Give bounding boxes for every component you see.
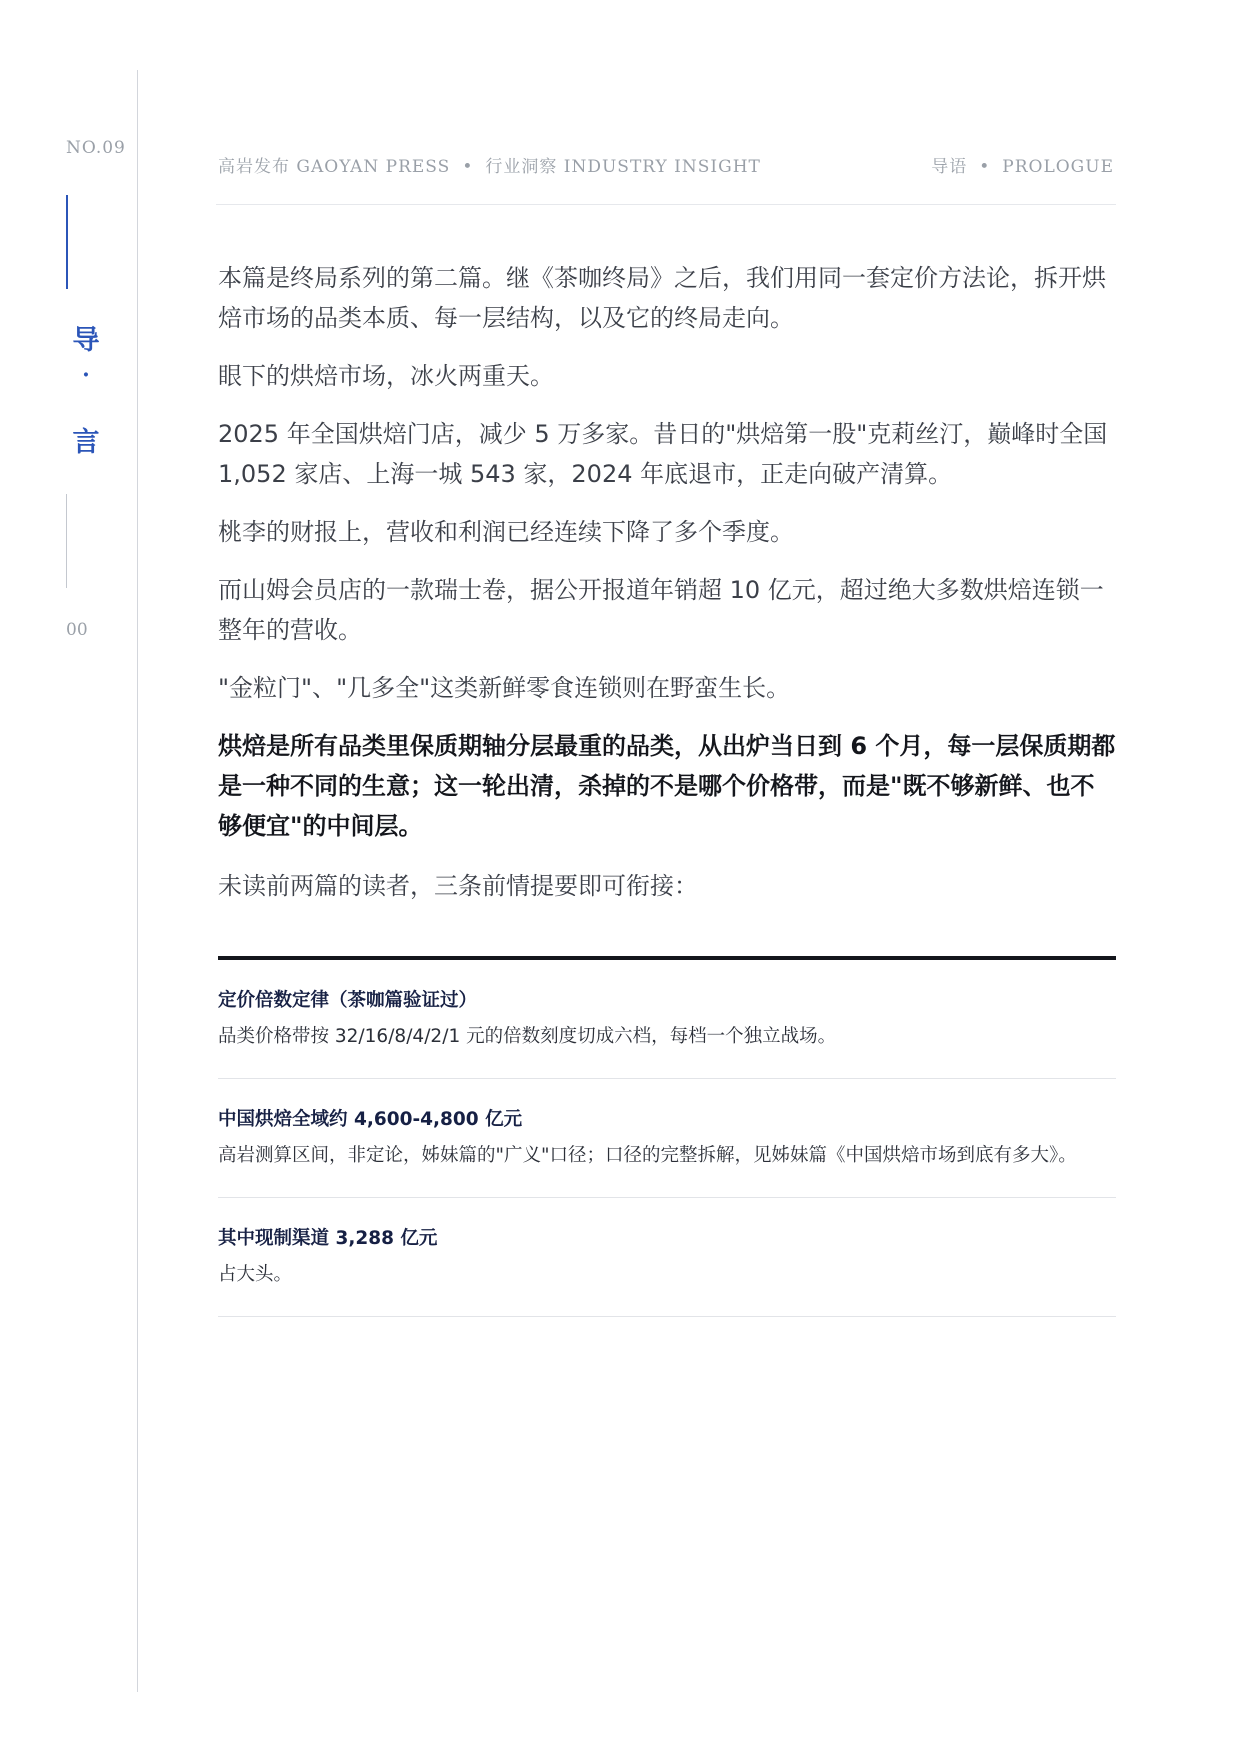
recap-item: [218, 1198, 1116, 1317]
recap-desc: 高岩测算区间，非定论，姊妹篇的"广义"口径；口径的完整拆解，见姊妹篇《中国烘焙市场到底有多大》。: [218, 1145, 1077, 1166]
paragraph: 眼下的烘焙市场，冰火两重天。: [218, 362, 554, 390]
left-rail-line: [137, 70, 138, 1692]
paragraph: "金粒门"、"几多全"这类新鲜零食连锁则在野蛮生长。: [218, 674, 791, 702]
prologue-body: [218, 258, 1118, 924]
key-statement: 烘焙是所有品类里保质期轴分层最重的品类，从出炉当日到 6 个月，每一层保质期都是一种不同的生意；这一轮出清，杀掉的不是哪个价格带，而是"既不够新鲜、也不够便宜"的中间层。: [218, 732, 1116, 840]
rail-light-bar: [66, 494, 67, 588]
section-number: 00: [66, 620, 88, 640]
header-publisher: 高岩发布 GAOYAN PRESS: [218, 157, 451, 177]
page-number: NO.09: [66, 138, 126, 158]
recap-intro: 未读前两篇的读者，三条前情提要即可衔接：: [218, 872, 698, 900]
section-char-2: 言: [72, 427, 100, 458]
header-separator: •: [462, 157, 474, 177]
recap-title: 定价倍数定律（茶咖篇验证过）: [218, 990, 478, 1011]
rail-accent-bar: [66, 195, 68, 289]
recap-title: 中国烘焙全域约 4,600-4,800 亿元: [218, 1109, 523, 1130]
paragraph: 桃李的财报上，营收和利润已经连续下降了多个季度。: [218, 518, 794, 546]
recap-title: 其中现制渠道 3,288 亿元: [218, 1228, 438, 1249]
recap-list: [218, 956, 1116, 1317]
section-char-1: 导: [72, 325, 100, 356]
paragraph: 而山姆会员店的一款瑞士卷，据公开报道年销超 10 亿元，超过绝大多数烘焙连锁一整年的营收。: [218, 576, 1104, 644]
section-char-dot: ·: [82, 362, 90, 388]
header-left: [218, 152, 761, 177]
paragraph: 2025 年全国烘焙门店，减少 5 万多家。昔日的"烘焙第一股"克莉丝汀，巅峰时全国 1,052 家店、上海一城 543 家，2024 年底退市，正走向破产清算。: [218, 420, 1108, 488]
paragraph: 本篇是终局系列的第二篇。继《茶咖终局》之后，我们用同一套定价方法论，拆开烘焙市场的品类本质、每一层结构，以及它的终局走向。: [218, 264, 1106, 332]
running-header: [216, 152, 1116, 205]
recap-desc: 品类价格带按 32/16/8/4/2/1 元的倍数刻度切成六档，每档一个独立战场。: [218, 1026, 837, 1047]
header-right: [931, 152, 1114, 177]
header-section: 导语: [931, 157, 968, 177]
recap-desc: 占大头。: [218, 1264, 293, 1285]
header-category: 行业洞察 INDUSTRY INSIGHT: [485, 157, 761, 177]
recap-item: [218, 1079, 1116, 1198]
header-separator-right: •: [979, 157, 991, 177]
recap-item: [218, 960, 1116, 1079]
header-section-en: PROLOGUE: [1002, 157, 1114, 177]
